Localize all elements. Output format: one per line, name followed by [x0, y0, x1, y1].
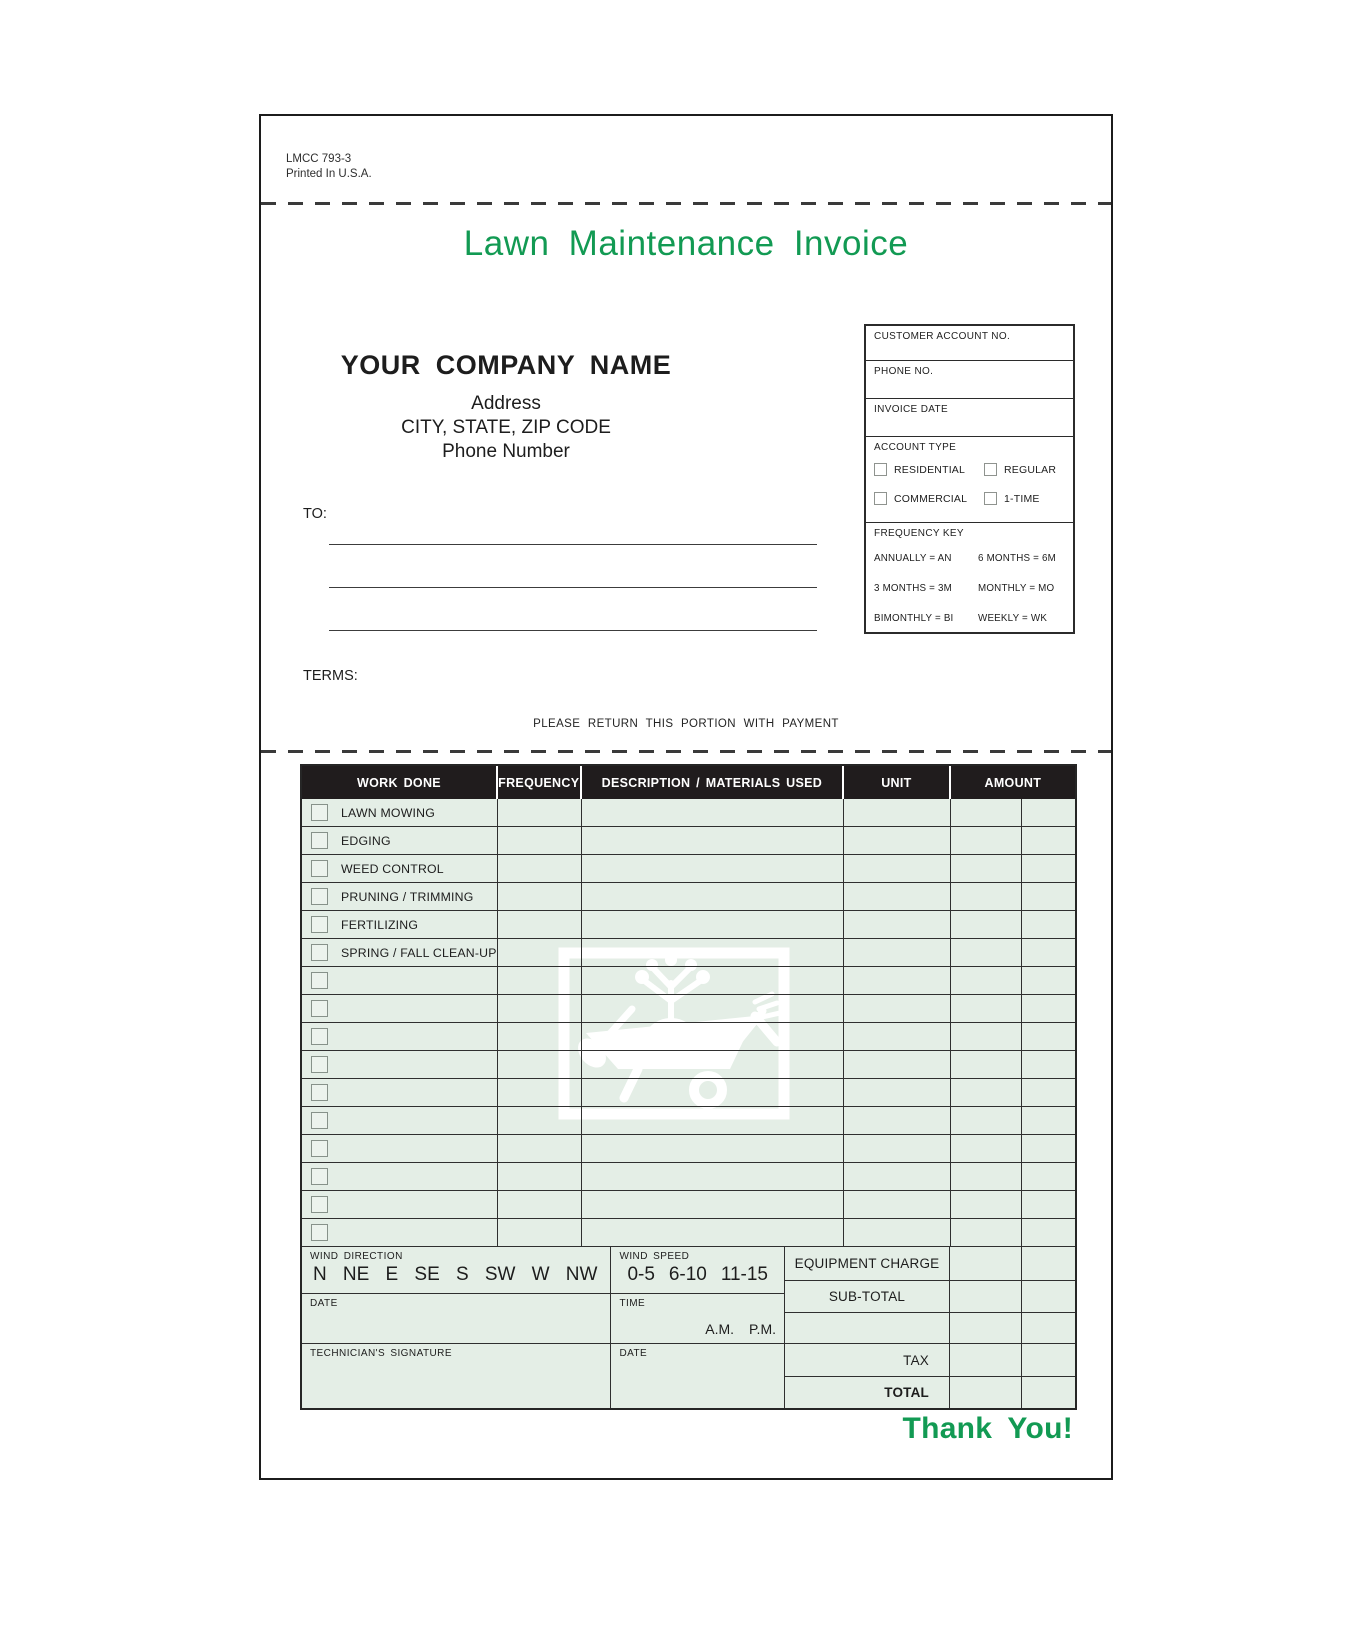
- work-done-checkbox[interactable]: [311, 1028, 328, 1045]
- summary-label: TAX: [785, 1344, 950, 1376]
- frequency-cell[interactable]: [498, 855, 582, 882]
- summary-value-cents-cell[interactable]: [1022, 1281, 1075, 1312]
- amount-dollars-cell[interactable]: [951, 939, 1023, 966]
- frequency-cell[interactable]: [498, 1219, 582, 1246]
- description-cell[interactable]: [582, 1079, 845, 1106]
- description-cell[interactable]: [582, 967, 845, 994]
- unit-cell[interactable]: [844, 911, 950, 938]
- work-done-cell[interactable]: [302, 799, 498, 826]
- unit-cell[interactable]: [844, 883, 950, 910]
- company-name: YOUR COMPANY NAME: [340, 350, 672, 380]
- work-done-checkbox[interactable]: [311, 1084, 328, 1101]
- frequency-cell[interactable]: [498, 827, 582, 854]
- wind-direction-option[interactable]: E: [385, 1264, 399, 1285]
- table-row: [302, 1135, 1075, 1163]
- work-done-cell[interactable]: [302, 939, 498, 966]
- amount-dollars-cell[interactable]: [951, 911, 1023, 938]
- frequency-cell[interactable]: [498, 1135, 582, 1162]
- amount-dollars-cell[interactable]: [951, 995, 1023, 1022]
- header-amount: AMOUNT: [984, 775, 1042, 790]
- wind-direction-option[interactable]: NW: [565, 1264, 598, 1285]
- time-label: TIME: [619, 1298, 646, 1309]
- amount-cents-cell[interactable]: [1022, 1219, 1075, 1246]
- wind-speed-option[interactable]: 6-10: [668, 1264, 707, 1285]
- summary-row: [785, 1377, 1075, 1408]
- work-done-cell[interactable]: [302, 1051, 498, 1078]
- company-city-state-zip: CITY, STATE, ZIP CODE: [401, 417, 611, 438]
- work-done-cell[interactable]: [302, 855, 498, 882]
- amount-cents-cell[interactable]: [1022, 883, 1075, 910]
- form-code: LMCC 793-3: [286, 153, 352, 165]
- wind-direction-label: WIND DIRECTION: [310, 1251, 403, 1262]
- description-cell[interactable]: [582, 827, 845, 854]
- amount-dollars-cell[interactable]: [951, 1023, 1023, 1050]
- terms-label: TERMS:: [303, 668, 358, 684]
- work-done-cell[interactable]: [302, 967, 498, 994]
- customer-info-box: [864, 324, 1075, 634]
- amount-cents-cell[interactable]: [1022, 1079, 1075, 1106]
- summary-value-dollars-cell[interactable]: [950, 1377, 1022, 1408]
- account-type-residential: [874, 463, 965, 476]
- work-done-cell[interactable]: [302, 1163, 498, 1190]
- description-cell[interactable]: [582, 939, 845, 966]
- amount-dollars-cell[interactable]: [951, 1163, 1023, 1190]
- table-row: [302, 1219, 1075, 1247]
- amount-dollars-cell[interactable]: [951, 799, 1023, 826]
- work-done-checkbox[interactable]: [311, 916, 328, 933]
- summary-value-cents-cell[interactable]: [1022, 1313, 1075, 1343]
- amount-cents-cell[interactable]: [1022, 1163, 1075, 1190]
- summary-value-cents-cell[interactable]: [1022, 1344, 1075, 1376]
- amount-cents-cell[interactable]: [1022, 1051, 1075, 1078]
- frequency-key-label: FREQUENCY KEY: [874, 528, 964, 539]
- account-type-commercial: [874, 492, 967, 505]
- unit-cell[interactable]: [844, 995, 950, 1022]
- service-date-cell[interactable]: [611, 1344, 784, 1408]
- summary-label: SUB-TOTAL: [785, 1281, 950, 1312]
- date-cell[interactable]: [302, 1294, 610, 1344]
- work-table-rows: [302, 799, 1075, 1247]
- description-cell[interactable]: [582, 1051, 845, 1078]
- work-done-checkbox[interactable]: [311, 944, 328, 961]
- amount-dollars-cell[interactable]: [951, 1135, 1023, 1162]
- customer-account-label: CUSTOMER ACCOUNT NO.: [874, 331, 1011, 342]
- unit-cell[interactable]: [844, 1051, 950, 1078]
- am-option[interactable]: A.M.: [705, 1321, 735, 1337]
- description-cell[interactable]: [582, 1135, 845, 1162]
- description-cell[interactable]: [582, 1191, 845, 1218]
- invoice-form: [259, 114, 1113, 1480]
- account-type-regular: [984, 463, 1056, 476]
- unit-cell[interactable]: [844, 1107, 950, 1134]
- table-footer-grid: [302, 1247, 1075, 1408]
- work-done-cell[interactable]: [302, 883, 498, 910]
- amount-dollars-cell[interactable]: [951, 827, 1023, 854]
- work-done-cell[interactable]: [302, 1079, 498, 1106]
- residential-label: RESIDENTIAL: [894, 463, 966, 476]
- unit-cell[interactable]: [844, 1219, 950, 1246]
- summary-column: [785, 1247, 1075, 1408]
- wind-direction-option[interactable]: SE: [414, 1264, 440, 1285]
- summary-row: [785, 1281, 1075, 1313]
- return-portion-note: PLEASE RETURN THIS PORTION WITH PAYMENT: [533, 718, 839, 730]
- work-done-cell[interactable]: [302, 827, 498, 854]
- table-row: [302, 1023, 1075, 1051]
- work-done-checkbox[interactable]: [311, 860, 328, 877]
- frequency-cell[interactable]: [498, 1163, 582, 1190]
- frequency-cell[interactable]: [498, 799, 582, 826]
- amount-dollars-cell[interactable]: [951, 1079, 1023, 1106]
- work-done-checkbox[interactable]: [311, 1196, 328, 1213]
- work-done-checkbox[interactable]: [311, 972, 328, 989]
- pm-option[interactable]: P.M.: [749, 1321, 776, 1337]
- unit-cell[interactable]: [844, 967, 950, 994]
- amount-cents-cell[interactable]: [1022, 1135, 1075, 1162]
- wind-direction-cell[interactable]: [302, 1247, 610, 1294]
- table-row: [302, 995, 1075, 1023]
- summary-value-dollars-cell[interactable]: [950, 1313, 1022, 1343]
- table-row: [302, 1191, 1075, 1219]
- summary-label: EQUIPMENT CHARGE: [785, 1247, 950, 1280]
- work-done-checkbox[interactable]: [311, 804, 328, 821]
- work-done-checkbox[interactable]: [311, 1056, 328, 1073]
- unit-cell[interactable]: [844, 1163, 950, 1190]
- regular-checkbox[interactable]: [984, 463, 997, 476]
- one-time-label: 1-TIME: [1004, 492, 1040, 505]
- amount-cents-cell[interactable]: [1022, 1023, 1075, 1050]
- amount-dollars-cell[interactable]: [951, 1051, 1023, 1078]
- one-time-checkbox[interactable]: [984, 492, 997, 505]
- invoice-date-field[interactable]: [866, 399, 1073, 437]
- table-row: [302, 967, 1075, 995]
- amount-cents-cell[interactable]: [1022, 967, 1075, 994]
- summary-value-dollars-cell[interactable]: [950, 1247, 1022, 1280]
- header-work-done: WORK DONE: [302, 766, 498, 799]
- phone-no-field[interactable]: [866, 361, 1073, 399]
- unit-cell[interactable]: [844, 799, 950, 826]
- frequency-cell[interactable]: [498, 967, 582, 994]
- work-done-label: LAWN MOWING: [341, 805, 435, 820]
- amount-cents-cell[interactable]: [1022, 855, 1075, 882]
- description-cell[interactable]: [582, 799, 845, 826]
- unit-cell[interactable]: [844, 855, 950, 882]
- frequency-cell[interactable]: [498, 1051, 582, 1078]
- to-address-line-1[interactable]: [329, 544, 817, 545]
- amount-cents-cell[interactable]: [1022, 827, 1075, 854]
- amount-cents-cell[interactable]: [1022, 799, 1075, 826]
- header-unit: UNIT: [844, 766, 950, 799]
- account-type-label: ACCOUNT TYPE: [874, 442, 957, 453]
- work-table: [300, 764, 1077, 1410]
- description-cell[interactable]: [582, 1219, 845, 1246]
- work-done-label: WEED CONTROL: [341, 861, 444, 876]
- table-row: [302, 1079, 1075, 1107]
- printed-in: Printed In U.S.A.: [286, 167, 372, 180]
- residential-checkbox[interactable]: [874, 463, 887, 476]
- work-done-cell[interactable]: [302, 995, 498, 1022]
- table-row: [302, 1107, 1075, 1135]
- wind-direction-option[interactable]: NE: [342, 1264, 370, 1285]
- commercial-label: COMMERCIAL: [894, 492, 968, 505]
- frequency-key-entry: WEEKLY = WK: [978, 613, 1048, 624]
- page-title: Lawn Maintenance Invoice: [463, 224, 909, 263]
- table-row: [302, 883, 1075, 911]
- amount-dollars-cell[interactable]: [951, 1107, 1023, 1134]
- amount-cents-cell[interactable]: [1022, 911, 1075, 938]
- frequency-cell[interactable]: [498, 883, 582, 910]
- table-row: [302, 939, 1075, 967]
- work-done-cell[interactable]: [302, 911, 498, 938]
- amount-dollars-cell[interactable]: [951, 1219, 1023, 1246]
- frequency-key-entry: BIMONTHLY = BI: [874, 613, 954, 624]
- summary-value-cents-cell[interactable]: [1022, 1247, 1075, 1280]
- commercial-checkbox[interactable]: [874, 492, 887, 505]
- work-done-cell[interactable]: [302, 1023, 498, 1050]
- wind-direction-option[interactable]: N: [313, 1264, 327, 1285]
- unit-cell[interactable]: [844, 1079, 950, 1106]
- frequency-key-entry: 3 MONTHS = 3M: [874, 583, 952, 594]
- amount-dollars-cell[interactable]: [951, 967, 1023, 994]
- company-phone: Phone Number: [442, 441, 570, 462]
- work-done-cell[interactable]: [302, 1107, 498, 1134]
- date-label: DATE: [310, 1298, 338, 1309]
- wind-speed-label: WIND SPEED: [619, 1251, 690, 1262]
- service-date-label: DATE: [619, 1348, 648, 1359]
- amount-cents-cell[interactable]: [1022, 995, 1075, 1022]
- table-row: [302, 855, 1075, 883]
- work-done-checkbox[interactable]: [311, 888, 328, 905]
- unit-cell[interactable]: [844, 1191, 950, 1218]
- description-cell[interactable]: [582, 911, 845, 938]
- company-address: Address: [471, 393, 541, 414]
- description-cell[interactable]: [582, 1023, 845, 1050]
- table-row: [302, 911, 1075, 939]
- work-done-checkbox[interactable]: [311, 1168, 328, 1185]
- summary-value-dollars-cell[interactable]: [950, 1344, 1022, 1376]
- work-done-checkbox[interactable]: [311, 1140, 328, 1157]
- company-block: [296, 350, 716, 464]
- wind-direction-option[interactable]: S: [455, 1264, 469, 1285]
- header-frequency: FREQUENCY: [498, 766, 582, 799]
- frequency-cell[interactable]: [498, 911, 582, 938]
- frequency-cell[interactable]: [498, 1191, 582, 1218]
- description-cell[interactable]: [582, 1107, 845, 1134]
- work-done-cell[interactable]: [302, 1191, 498, 1218]
- table-row: [302, 799, 1075, 827]
- unit-cell[interactable]: [844, 827, 950, 854]
- description-cell[interactable]: [582, 1163, 845, 1190]
- unit-cell[interactable]: [844, 939, 950, 966]
- work-done-label: SPRING / FALL CLEAN-UP: [341, 945, 497, 960]
- table-row: [302, 827, 1075, 855]
- summary-row: [785, 1247, 1075, 1281]
- frequency-cell[interactable]: [498, 995, 582, 1022]
- description-cell[interactable]: [582, 883, 845, 910]
- frequency-cell[interactable]: [498, 1107, 582, 1134]
- amount-cents-cell[interactable]: [1022, 1191, 1075, 1218]
- unit-cell[interactable]: [844, 1023, 950, 1050]
- work-done-label: EDGING: [341, 833, 391, 848]
- frequency-cell[interactable]: [498, 1079, 582, 1106]
- summary-row: [785, 1313, 1075, 1344]
- perforation-line-top: [261, 202, 1111, 205]
- frequency-key-entry: ANNUALLY = AN: [874, 553, 952, 564]
- description-cell[interactable]: [582, 995, 845, 1022]
- work-done-cell[interactable]: [302, 1135, 498, 1162]
- wind-direction-option[interactable]: W: [531, 1264, 550, 1285]
- summary-value-dollars-cell[interactable]: [950, 1281, 1022, 1312]
- customer-account-field[interactable]: [866, 326, 1073, 361]
- frequency-cell[interactable]: [498, 1023, 582, 1050]
- to-address-line-3[interactable]: [329, 630, 817, 631]
- to-address-line-2[interactable]: [329, 587, 817, 588]
- work-done-label: PRUNING / TRIMMING: [341, 889, 474, 904]
- summary-label: [785, 1313, 950, 1343]
- regular-label: REGULAR: [1004, 463, 1057, 476]
- to-label: TO:: [303, 506, 327, 522]
- amount-dollars-cell[interactable]: [951, 883, 1023, 910]
- wind-speed-option[interactable]: 0-5: [627, 1264, 655, 1285]
- header-description: DESCRIPTION / MATERIALS USED: [582, 766, 845, 799]
- summary-row: [785, 1344, 1075, 1377]
- work-done-checkbox[interactable]: [311, 832, 328, 849]
- frequency-key-entry: 6 MONTHS = 6M: [978, 553, 1056, 564]
- amount-cents-cell[interactable]: [1022, 1107, 1075, 1134]
- work-done-label: FERTILIZING: [341, 917, 419, 932]
- account-type-one-time: [984, 492, 1040, 505]
- invoice-date-label: INVOICE DATE: [874, 404, 949, 415]
- description-cell[interactable]: [582, 855, 845, 882]
- form-print-code: [286, 152, 372, 181]
- frequency-cell[interactable]: [498, 939, 582, 966]
- time-cell[interactable]: [611, 1294, 784, 1344]
- summary-label: TOTAL: [785, 1377, 950, 1408]
- thank-you-note: Thank You!: [902, 1412, 1073, 1445]
- frequency-key-section: [866, 523, 1073, 632]
- work-done-checkbox[interactable]: [311, 1224, 328, 1241]
- work-done-checkbox[interactable]: [311, 1000, 328, 1017]
- perforation-line-middle: [261, 750, 1111, 753]
- technician-signature-label: TECHNICIAN'S SIGNATURE: [310, 1348, 452, 1359]
- table-row: [302, 1163, 1075, 1191]
- technician-signature-cell[interactable]: [302, 1344, 610, 1408]
- frequency-key-entry: MONTHLY = MO: [978, 583, 1055, 594]
- account-type-section: [866, 437, 1073, 523]
- unit-cell[interactable]: [844, 1135, 950, 1162]
- amount-dollars-cell[interactable]: [951, 1191, 1023, 1218]
- phone-no-label: PHONE NO.: [874, 366, 934, 377]
- amount-dollars-cell[interactable]: [951, 855, 1023, 882]
- work-table-header: [302, 766, 1075, 799]
- table-row: [302, 1051, 1075, 1079]
- wind-direction-option[interactable]: SW: [484, 1264, 516, 1285]
- work-done-checkbox[interactable]: [311, 1112, 328, 1129]
- summary-value-cents-cell[interactable]: [1022, 1377, 1075, 1408]
- work-done-cell[interactable]: [302, 1219, 498, 1246]
- wind-speed-cell[interactable]: [611, 1247, 784, 1294]
- amount-cents-cell[interactable]: [1022, 939, 1075, 966]
- wind-speed-option[interactable]: 11-15: [720, 1264, 768, 1285]
